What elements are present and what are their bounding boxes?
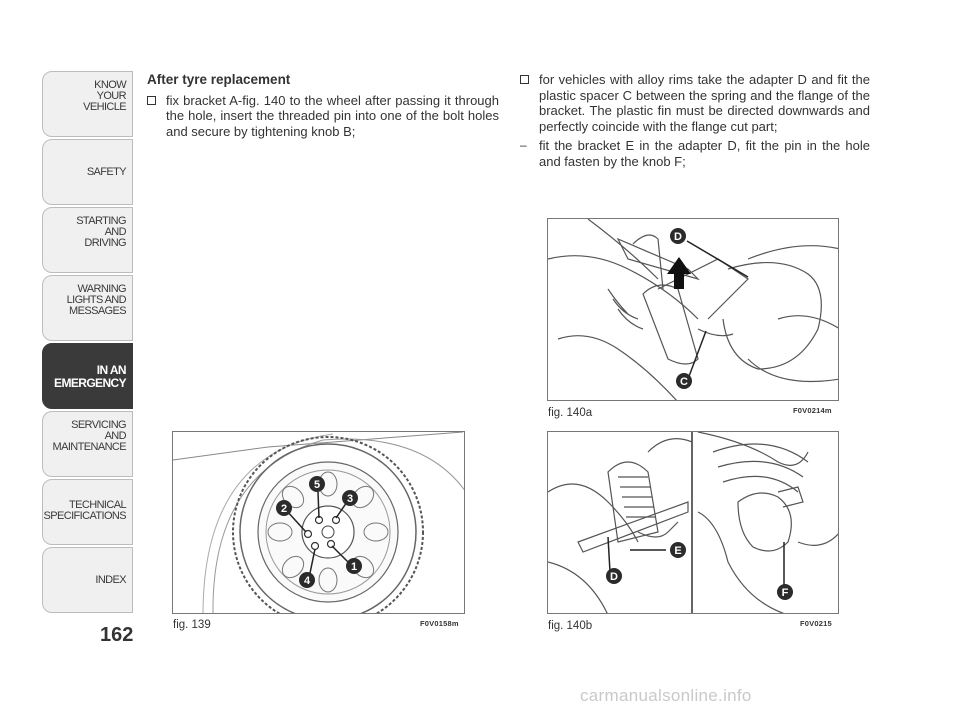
figure-140a-adapter [547,218,839,401]
bullet-item: for vehicles with alloy rims take the adapter D and fit the plastic spacer C between the spring and the flange of the bracket. The plastic fin must be directed downwards and perfectly coincide with the flange cut part; [520,72,870,134]
wheel-illustration [173,432,465,614]
dash-item: – fit the bracket E in the adapter D, fit the pin in the hole and fasten by the knob F; [520,138,870,169]
svg-text:D: D [674,231,682,243]
tab-index[interactable]: INDEX [42,547,133,613]
tab-technical-specifications[interactable]: TECHNICAL SPECIFICATIONS [42,479,133,545]
tab-know-your-vehicle[interactable]: KNOW YOUR VEHICLE [42,71,133,137]
figure-140a-caption: fig. 140a [548,407,593,419]
svg-text:4: 4 [303,575,311,587]
svg-text:E: E [674,545,682,557]
svg-text:3: 3 [346,493,354,505]
bracket-illustration [548,432,839,614]
right-column [520,72,870,173]
page-number: 162 [100,624,134,646]
checkbox-bullet-icon [520,75,529,84]
svg-text:F: F [781,587,789,599]
tab-starting-and-driving[interactable]: STARTING AND DRIVING [42,207,133,273]
svg-text:D: D [610,571,618,583]
svg-text:1: 1 [350,561,358,573]
section-heading: After tyre replacement [147,72,291,87]
svg-text:2: 2 [280,503,288,515]
svg-text:5: 5 [313,479,321,491]
adapter-illustration [548,219,839,401]
watermark: carmanualsonline.info [580,686,752,705]
figure-140b-bracket [547,431,839,614]
tab-warning-lights-and-messages[interactable]: WARNING LIGHTS AND MESSAGES [42,275,133,341]
tab-servicing-and-maintenance[interactable]: SERVICING AND MAINTENANCE [42,411,133,477]
bullet-item: fix bracket A-fig. 140 to the wheel after passing it through the hole, insert the threaded pin into one of the bolt holes and secure by tightening knob B; [147,93,499,140]
tab-in-an-emergency[interactable]: IN AN EMERGENCY [42,343,133,409]
figure-140a-code: F0V0214m [793,406,832,415]
adapter-callouts [670,228,692,389]
checkbox-bullet-icon [147,96,156,105]
figure-140b-caption: fig. 140b [548,620,593,632]
svg-text:C: C [680,376,688,388]
figure-140b-code: F0V0215 [800,619,832,628]
figure-139-caption: fig. 139 [173,619,211,631]
tab-safety[interactable]: SAFETY [42,139,133,205]
left-column [147,72,499,143]
figure-139-wheel [172,431,465,614]
figure-139-code: F0V0158m [420,619,459,628]
